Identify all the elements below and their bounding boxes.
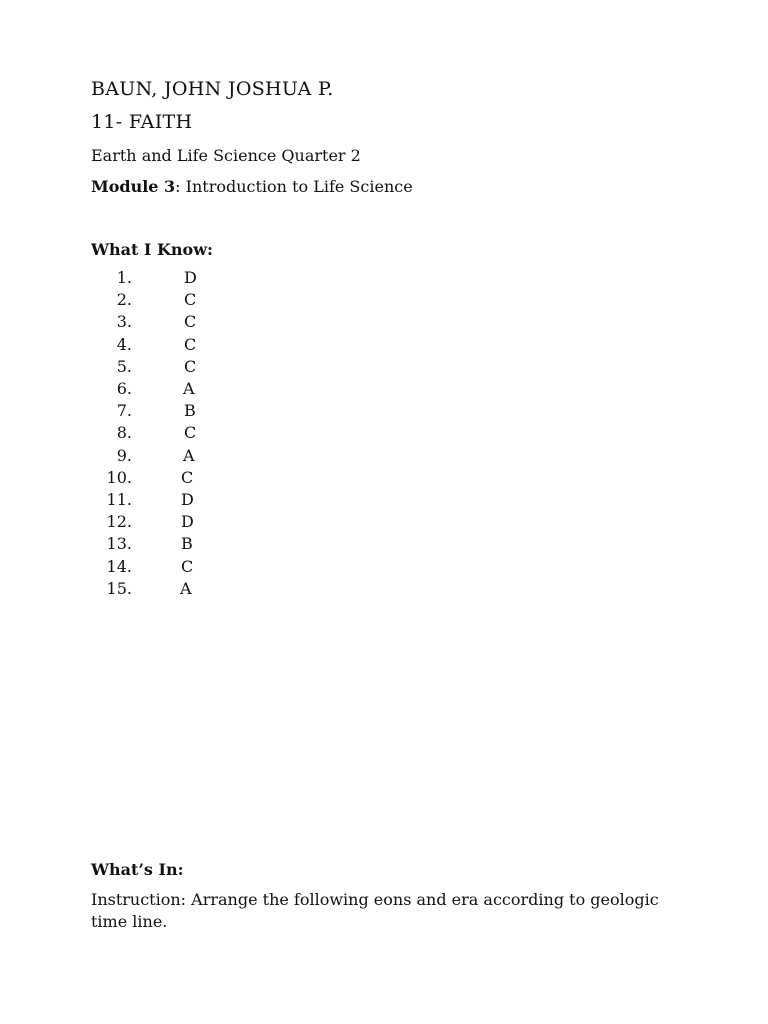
answer-row: [0, 557, 400, 579]
answer-letter: C: [184, 312, 197, 332]
answer-number: 11.: [106, 490, 132, 509]
answer-letter: C: [184, 334, 197, 354]
answer-row: [0, 534, 400, 556]
answer-letter: C: [184, 423, 197, 443]
answer-letter: C: [184, 290, 197, 310]
answer-number: 13.: [106, 534, 132, 554]
answer-number: 8.: [116, 423, 132, 443]
answer-row: [0, 423, 400, 445]
answer-row: [0, 512, 400, 534]
answer-number: 4.: [116, 334, 132, 354]
answer-number: 12.: [106, 512, 132, 532]
answer-number: 3.: [116, 312, 132, 332]
answer-letter: C: [181, 556, 194, 576]
answer-letter: C: [181, 467, 194, 487]
answer-letter: D: [181, 512, 194, 532]
answer-letter: A: [183, 445, 195, 465]
answer-row: [0, 490, 400, 512]
module-line: [91, 177, 413, 196]
answer-number: 9.: [116, 445, 132, 465]
answer-letter: D: [184, 268, 197, 287]
answer-number: 6.: [116, 379, 132, 398]
answer-number: 10.: [106, 467, 132, 487]
answer-row: [0, 312, 400, 334]
answer-letter: A: [183, 379, 195, 398]
answer-row: [0, 335, 400, 357]
answer-row: [0, 357, 400, 379]
answer-row: [0, 446, 400, 468]
answer-number: 5.: [116, 356, 132, 376]
what-i-know-heading: What I Know:: [91, 240, 213, 259]
answer-row: [0, 579, 400, 601]
student-name: BAUN, JOHN JOSHUA P.: [91, 78, 334, 100]
whats-in-heading: What’s In:: [91, 860, 184, 879]
answer-row: [0, 401, 400, 423]
answer-row: [0, 290, 400, 312]
answer-number: 2.: [116, 290, 132, 310]
answer-letter: C: [184, 356, 197, 376]
module-title: : Introduction to Life Science: [175, 177, 413, 196]
answer-row: [0, 379, 400, 401]
answer-number: 14.: [106, 556, 132, 576]
class-section: 11- FAITH: [91, 111, 193, 133]
answer-number: 15.: [106, 578, 132, 598]
whats-in-instruction: Instruction: Arrange the following eons and era according to geologic time line.: [91, 890, 659, 931]
answer-number: 1.: [116, 268, 132, 287]
answer-row: [0, 468, 400, 490]
answer-letter: B: [181, 534, 193, 554]
answer-row: [0, 268, 400, 290]
subject-title: Earth and Life Science Quarter 2: [91, 146, 361, 165]
module-label: Module 3: [91, 177, 176, 196]
answer-letter: D: [181, 490, 194, 509]
answer-letter: B: [184, 401, 196, 421]
answer-number: 7.: [116, 401, 132, 421]
answer-letter: A: [180, 578, 192, 598]
